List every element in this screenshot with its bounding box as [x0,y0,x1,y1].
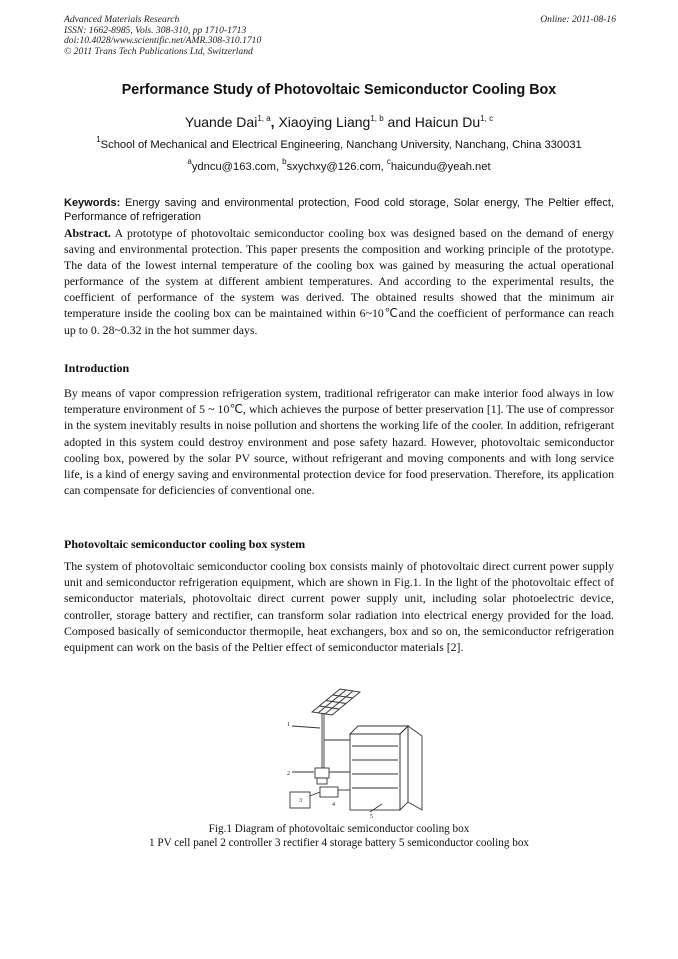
figure-caption-legend: 1 PV cell panel 2 controller 3 rectifier 4 storage battery 5 semiconductor cooling box [148,837,530,849]
email-mark: b [282,157,287,166]
journal-header [64,15,616,57]
rectifier-icon [320,787,338,797]
abstract-text: A prototype of photovoltaic semiconductor cooling box was designed based on the demand of energy saving and environmental protection. This paper presents the composition and working principle of the prototype. The data of the lowest internal temperature of the cooling box was gained by measuring the actual operational performance of the system at different ambient temperatures. And according to the experimental results, the coefficient of performance of the system was derived. The obtained results showed that the minimum air temperature inside the cooling box can be maintained within 6~10℃and the coefficient of performance can reach up to 0. 28~0.32 in the hot summer days. [64,226,614,337]
email-mark: a [187,157,192,166]
issn-line: ISSN: 1662-8985, Vols. 308-310, pp 1710-1713 [64,24,247,36]
doi-line: doi:10.4028/www.scientific.net/AMR.308-310.1710 [64,35,262,47]
author-name: Yuande Dai [184,114,258,130]
email-text: haicundu@yeah.net [390,161,491,173]
author-separator: and [383,114,415,130]
pv-panel-icon [312,689,360,715]
copyright-line: © 2011 Trans Tech Publications Ltd, Switzerland [64,45,253,57]
author-affiliation-mark: 1, a [257,114,271,123]
introduction-paragraph: By means of vapor compression refrigeration system, traditional refrigerator can make interior food always in low temperature environment of 5 ~ 10℃, which achieves the purpose of better preservation [1]. The use of compressor in the system inevitably results in noise pollution and shortens the working life of the cooler. In addition, refrigerant adopted in this system could destroy environment and pose safety hazard. However, photovoltaic semiconductor cooling box, powered by the solar PV source, without refrigerant and moving components and with long service life, is a kind of energy saving and environmental protection device for food preservation. Therefore, its application can compensate for deficiencies of conventional one. [64,386,614,498]
author-affiliation-mark: 1, b [370,114,384,123]
system-diagram [270,684,430,820]
author-name: Xiaoying Liang [278,114,371,130]
diagram-label: 4 [332,802,335,808]
cooling-box-icon [350,726,422,810]
affiliation [0,135,678,151]
author-separator: , [270,114,279,130]
section-title-system: Photovoltaic semiconductor cooling box system [64,537,306,551]
author-list [0,114,678,130]
journal-name: Advanced Materials Research [64,14,180,25]
email-mark: c [386,157,391,166]
affiliation-text: School of Mechanical and Electrical Engineering, Nanchang University, Nanchang, China 330031 [100,139,582,151]
author-name: Haicun Du [414,114,481,130]
author-affiliation-mark: 1, c [480,114,494,123]
email-text: ydncu@163.com, [191,161,283,173]
system-paragraph: The system of photovoltaic semiconductor cooling box consists mainly of photovoltaic direct current power supply unit and semiconductor refrigeration equipment, which are shown in Fig.1. In the light of the photovoltaic effect of semiconductor materials, photovoltaic direct current power supply unit, including solar photoelectric device, controller, storage battery and rectifier, can transform solar radiation into electrical energy provided for the load. Composed basically of semiconductor thermopile, heat exchangers, box and so on, the semiconductor refrigeration equipment can work on the basis of the Peltier effect of semiconductor materials [2]. [64,559,614,655]
abstract [64,225,614,338]
author-emails [0,157,678,173]
paper-title: Performance Study of Photovoltaic Semiconductor Cooling Box [121,82,557,98]
affiliation-mark: 1 [96,135,101,144]
keywords-text: Energy saving and environmental protection, Food cold storage, Solar energy, The Peltier effect, Performance of refrigeration [64,197,614,223]
controller-icon [315,768,329,778]
figure-caption-title: Fig.1 Diagram of photovoltaic semiconductor cooling box [208,823,470,835]
diagram-label: 2 [287,771,290,777]
diagram-label: 1 [287,722,290,728]
section-title-introduction: Introduction [64,361,130,375]
figure-caption [0,822,678,850]
diagram-label: 5 [370,814,373,820]
email-text: sxychxy@126.com, [286,161,387,173]
online-date: Online: 2011-08-16 [540,14,616,25]
abstract-label: Abstract. [64,226,111,240]
keywords [64,197,614,224]
keywords-label: Keywords: [64,197,121,209]
diagram-label: 3 [299,798,302,804]
